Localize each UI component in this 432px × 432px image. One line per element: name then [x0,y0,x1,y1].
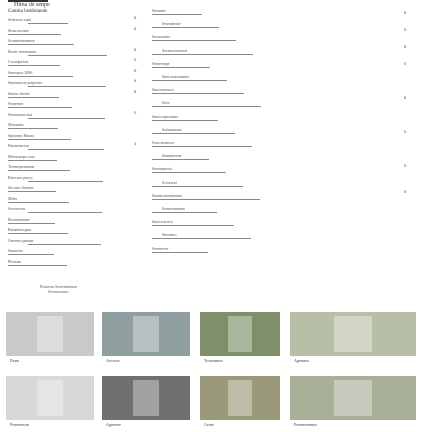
mid-number: 5 [134,111,137,116]
thumbnail-shape [37,380,63,416]
right-row [152,74,372,81]
right-row-text: Seeeeeeee [152,245,169,251]
right-row-text: Sesmneoste [162,21,181,27]
left-row [8,49,126,56]
thumbnail-image [200,376,280,420]
thumbnail-image [200,312,280,356]
thumbnail-shape [133,380,159,416]
thumbnail-shape [133,316,159,352]
right-row-rule [152,238,251,239]
left-row [8,206,126,213]
left-row-rule [8,265,67,266]
mid-number: 8 [134,27,137,32]
right-row-text: Smeccoperasme [152,113,178,119]
left-row [8,248,126,255]
left-row-text: Smino chenie [8,90,30,96]
left-row-rule [8,202,69,203]
left-row-rule [28,55,107,56]
left-row-rule [28,212,102,213]
left-row [8,70,126,77]
right-row-text: Sacsmonee [152,34,170,40]
right-row-rule [152,186,243,187]
left-row [8,185,126,192]
thumbnail-label: Agemma [294,358,309,363]
left-row [8,133,126,140]
left-row-text: Sumopoo 2006 [8,69,33,75]
left-row-rule [8,191,56,192]
right-row [152,114,372,121]
left-row-text: Sirounc Smmeo [8,185,34,190]
right-row-text: Scrorarse [162,179,178,185]
left-row-rule [8,107,72,108]
thumbnail-label: Peemerremme [294,422,318,427]
left-row-text: Smimnicon prepretes [8,80,43,85]
left-row-rule [8,128,58,129]
right-row-rule [152,27,219,28]
left-row [8,164,126,171]
thumbnail-shape [334,316,372,352]
left-row-text: Riescnor prersc [8,174,33,180]
caption-line-1: Pioneeur Sorerrmnerne [40,284,78,289]
left-row-text: Swnemes [8,101,24,106]
mid-number: 8 [134,80,137,84]
left-row [8,175,126,182]
far-right-number: 8 [404,190,407,195]
thumbnail-shape [37,316,63,352]
left-row [8,227,126,234]
mid-number: 5 [134,59,137,63]
left-row-rule [8,65,60,66]
thumbnail-image [6,376,94,420]
right-row-text: Seoe [162,100,170,106]
right-row-text: Semmneene [162,153,182,159]
left-row-text: Memeatopo smo [8,153,35,159]
right-row [152,232,372,239]
left-row-text: Sewarvenr [8,206,26,211]
right-row-rule [152,212,217,213]
left-row [8,59,126,66]
right-row-text: Semeempe [152,60,170,66]
page-title: Hima de senpe [14,2,50,8]
right-row-rule [152,80,227,81]
right-row [152,219,372,226]
right-row-rule [152,40,236,41]
right-row-text: Sotimmeunr [162,126,182,132]
left-row-text: Reosnuemme [8,216,30,222]
left-row [8,38,126,45]
left-row-rule [8,254,54,255]
left-row-text: Sedemos satm [8,17,31,22]
mid-number: B [134,69,137,74]
right-row [152,193,372,200]
thumbnail-image [6,312,94,356]
left-row-rule [8,44,74,45]
right-row-rule [152,159,209,160]
left-row-text: Sioarcusoase [8,27,29,33]
left-row-rule [8,233,68,234]
right-row-rule [152,54,253,55]
left-row [8,196,126,203]
right-row-text: Ssmeremennn [162,206,185,211]
thumbnail-image [290,312,416,356]
right-row [152,206,372,213]
left-row-rule [8,160,57,161]
right-row [152,87,372,94]
left-row-rule [8,223,55,224]
section-caption [40,284,77,294]
right-row [152,166,372,173]
left-row-rule [8,139,71,140]
right-row-text: Sermepneisr [152,166,172,172]
right-row-text: Snemtne [152,8,166,13]
left-row-text: Scanneutamanse [8,38,35,43]
page-subtitle: Ganska bedömande [8,9,48,14]
left-row [8,91,126,98]
right-row-text: Smecsrerrow [152,219,174,225]
right-row [152,61,372,68]
left-row-rule [8,97,59,98]
far-right-number: B [404,46,407,50]
left-row-text: Sinimurmi mar [8,111,33,117]
right-row-rule [152,172,226,173]
mid-number: B [134,90,137,95]
right-row [152,180,372,187]
left-row [8,238,126,245]
left-row-rule [8,170,70,171]
mid-number: B [134,48,137,53]
right-row-text: Smamcnremmunre [152,192,183,198]
left-row [8,80,126,87]
right-row-text: Sacenormerreat [162,47,188,53]
far-right-number: B [404,12,407,16]
left-row [8,217,126,224]
thumbnail-label: Pensenerrm [10,422,29,427]
right-row-text: Smecsmomnsme [162,74,190,79]
thumbnail-image [102,376,190,420]
right-row-rule [152,252,208,253]
left-row-text: Teemerpenamne [8,164,35,169]
left-row [8,143,126,150]
left-row-rule [28,86,106,87]
left-row-rule [28,181,103,182]
far-right-number: S [404,131,407,135]
right-row-rule [152,67,210,68]
mid-number: 4 [134,143,137,147]
right-row-rule [152,199,260,200]
thumbnail-shape [228,380,252,416]
mid-number: B [134,17,137,21]
right-row [152,153,372,160]
left-row-text: Rache semesman [8,48,36,54]
left-row-text: Pleraam [8,258,22,264]
right-row [152,34,372,41]
left-row [8,28,126,35]
right-row [152,100,372,107]
left-row-rule [8,34,61,35]
right-row-rule [152,106,261,107]
left-row [8,154,126,161]
right-row-rule [152,225,234,226]
right-row-rule [152,133,235,134]
right-row-rule [152,93,244,94]
left-row [8,17,126,24]
right-row-rule [152,14,202,15]
left-row-rule [28,118,105,119]
left-row-rule [8,76,73,77]
left-row [8,112,126,119]
left-row-text: Mommen [8,122,24,127]
right-row [152,127,372,134]
left-row [8,122,126,129]
far-right-number: B [404,97,407,101]
right-row-text: Sneensto [162,232,177,238]
far-right-number: S [404,29,407,33]
thumbnail-label: Dram [10,358,20,363]
right-row [152,8,372,15]
left-row [8,101,126,108]
left-row-text: Ramenim ppsr [8,227,32,232]
thumbnail-label: Geine [204,422,214,427]
thumbnail-shape [228,316,252,352]
left-row-text: Oeeenes pamun [8,237,34,243]
thumbnail-label: Agmenre [106,422,121,427]
thumbnail-label: Aecsooe [106,358,120,363]
right-row [152,246,372,253]
left-row-text: Pmenemcoce [8,143,30,148]
left-row-rule [28,149,104,150]
left-row [8,259,126,266]
caption-line-2: Sersmreones [48,289,69,294]
right-row [152,48,372,55]
right-row-text: Ssescnoneoce [152,140,175,145]
right-row-rule [152,146,252,147]
left-row-rule [28,23,68,24]
left-row-text: Miles [8,195,18,201]
thumbnail-image [102,312,190,356]
left-row-text: Sumneao [8,248,23,253]
thumbnail-label: Tysemamre [204,358,223,363]
far-right-number: E [404,63,407,67]
right-row [152,21,372,28]
left-row-text: Spitamm Rimaa [8,132,34,138]
right-row [152,140,372,147]
thumbnail-image [290,376,416,420]
thumbnail-shape [334,380,372,416]
right-row-text: Smrcmonwor [152,87,174,93]
right-row-rule [152,120,218,121]
far-right-number: S [404,165,407,169]
left-row-text: Cooreperiats [8,59,29,64]
left-row-rule [28,244,101,245]
